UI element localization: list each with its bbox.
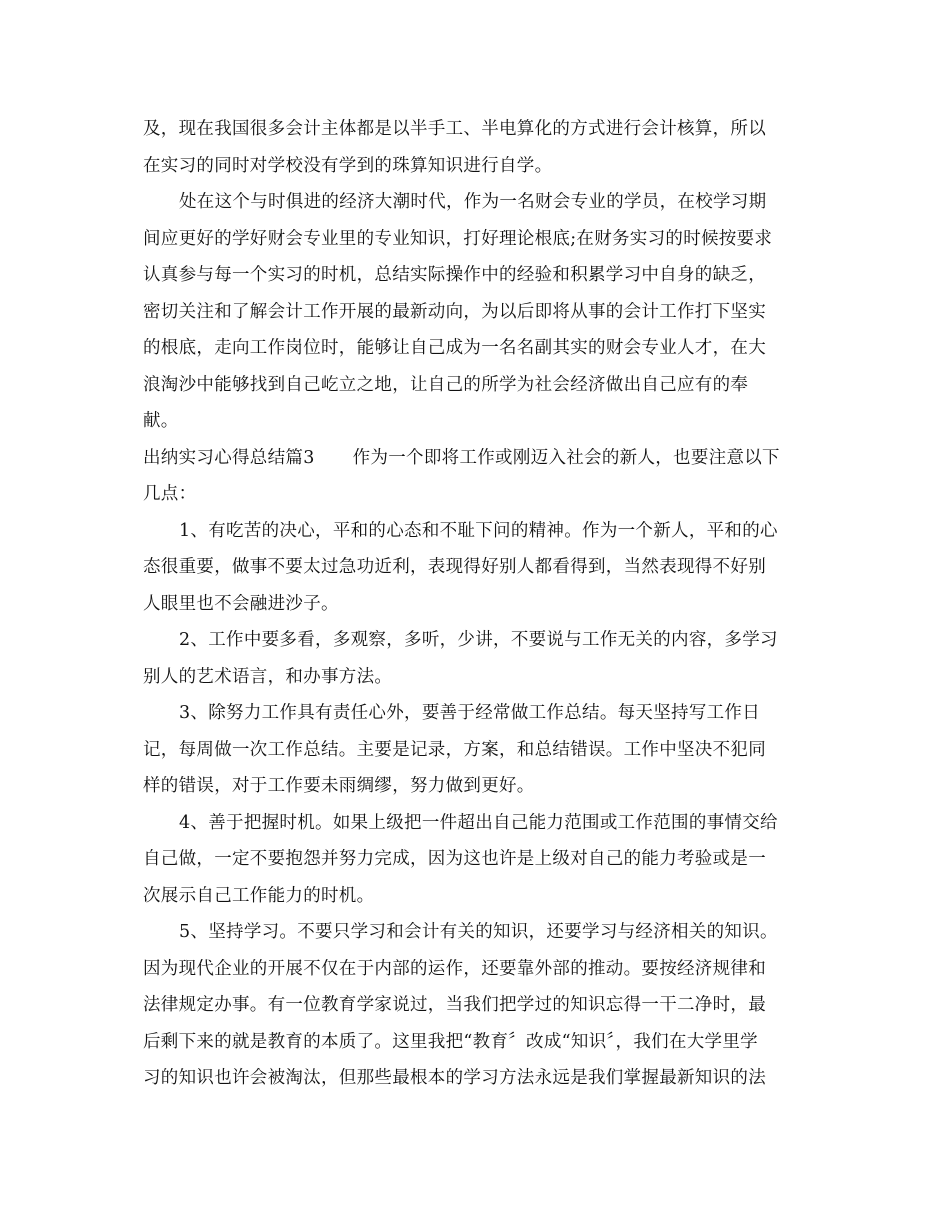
section-title: 出纳实习心得总结篇3 — [143, 447, 315, 468]
text-line: 1、有吃苦的决心，平和的心态和不耻下问的精神。作为一个新人，平和的心 — [179, 520, 778, 541]
list-item — [143, 695, 811, 805]
section-intro: 作为一个即将工作或刚迈入社会的新人，也要注意以下 — [352, 447, 780, 468]
text-line: 次展示自己工作能力的时机。 — [143, 885, 375, 906]
text-line: 因为现代企业的开展不仅在于内部的运作，还要靠外部的推动。要按经济规律和 — [143, 958, 766, 979]
text-line: 习的知识也许会被淘汰，但那些最根本的学习方法永远是我们掌握最新知识的法 — [143, 1068, 766, 1088]
text-line: 自己做，一定不要抱怨并努力完成，因为这也许是上级对自己的能力考验或是一 — [143, 849, 766, 869]
section-heading-line — [143, 440, 811, 477]
text-line: 4、善于把握时机。如果上级把一件超出自己能力范围或工作范围的事情交给 — [179, 812, 778, 833]
text-line: 后剩下来的就是教育的本质了。这里我把“教育〞改成“知识〞，我们在大学里学 — [143, 1031, 758, 1052]
text-line: 认真参与每一个实习的时机，总结实际操作中的经验和积累学习中自身的缺乏， — [143, 265, 766, 285]
section-heading-block — [143, 440, 811, 513]
list-item — [143, 513, 811, 623]
document-body — [143, 111, 811, 1097]
text-line: 献。 — [143, 411, 179, 431]
text-line: 及，现在我国很多会计主体都是以半手工、半电算化的方式进行会计核算，所以 — [143, 119, 766, 139]
text-line: 5、坚持学习。不要只学习和会计有关的知识，还要学习与经济相关的知识。 — [179, 922, 778, 942]
text-line: 在实习的同时对学校没有学到的珠算知识进行自学。 — [143, 155, 553, 176]
text-line: 3、除努力工作具有责任心外，要善于经常做工作总结。每天坚持写工作日 — [179, 703, 761, 723]
text-line: 2、工作中要多看，多观察，多听，少讲，不要说与工作无关的内容，多学习 — [179, 630, 778, 650]
text-line: 间应更好的学好财会专业里的专业知识，打好理论根底;在财务实习的时候按要求 — [143, 228, 773, 249]
list-item — [143, 805, 811, 915]
list-item — [143, 914, 811, 1097]
text-line: 法律规定办事。有一位教育学家说过，当我们把学过的知识忘得一干二净时，最 — [143, 995, 766, 1015]
paragraph-era — [143, 184, 811, 440]
text-line: 人眼里也不会融进沙子。 — [143, 593, 339, 614]
paragraph-continuation — [143, 111, 811, 184]
text-line: 别人的艺术语言，和办事方法。 — [143, 666, 393, 687]
list-item — [143, 622, 811, 695]
text-line: 态很重要，做事不要太过急功近利，表现得好别人都看得到，当然表现得不好别 — [143, 557, 766, 577]
text-line: 的根底，走向工作岗位时，能够让自己成为一名名副其实的财会专业人才，在大 — [143, 338, 766, 358]
text-line: 处在这个与时俱进的经济大潮时代，作为一名财会专业的学员，在校学习期 — [179, 192, 767, 212]
text-line: 记，每周做一次工作总结。主要是记录，方案，和总结错误。工作中坚决不犯同 — [143, 739, 766, 760]
text-line: 浪淘沙中能够找到自己屹立之地，让自己的所学为社会经济做出自己应有的奉 — [143, 374, 749, 395]
text-line: 密切关注和了解会计工作开展的最新动向，为以后即将从事的会计工作打下坚实 — [143, 301, 766, 322]
text-line: 几点： — [143, 484, 197, 504]
text-line: 样的错误，对于工作要未雨绸缪，努力做到更好。 — [143, 776, 535, 796]
